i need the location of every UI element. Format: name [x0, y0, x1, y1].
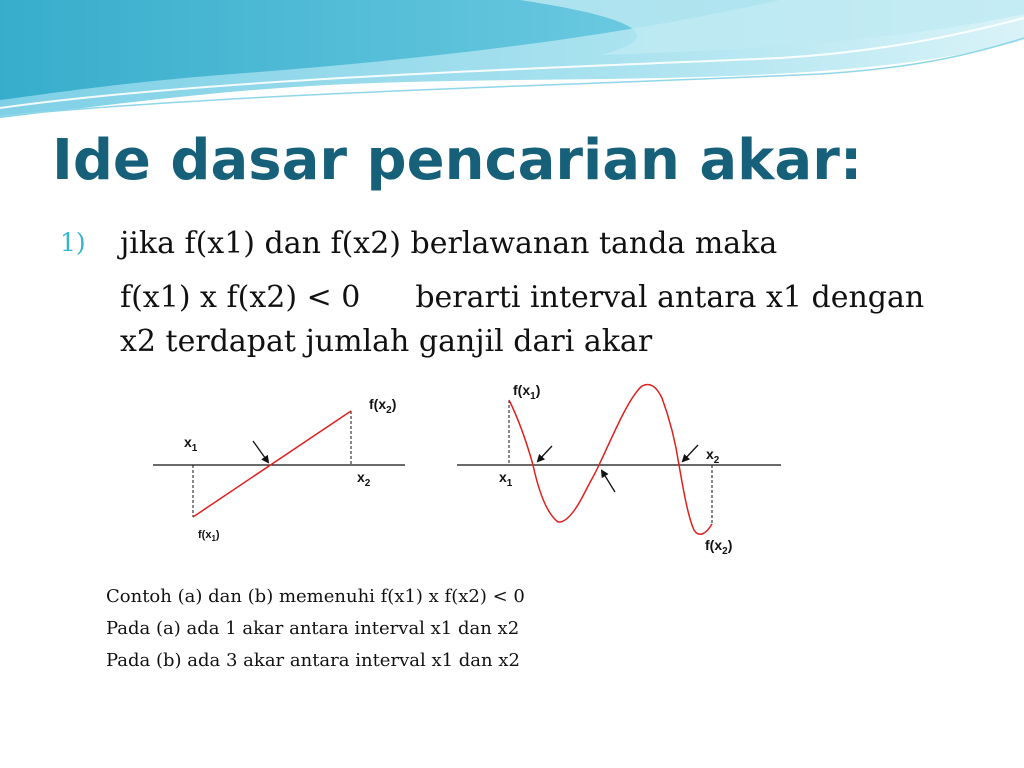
diagram-a-root-arrow	[253, 441, 268, 462]
diagram-a	[153, 396, 405, 543]
diagram-a-label-fx1: $f(x_1)$	[198, 529, 220, 543]
diagram-a-label-x1: $x_1$	[184, 434, 198, 454]
body-line-2-part-2: berarti interval antara x1 dengan	[415, 280, 925, 315]
note-2: Pada (a) ada 1 akar antara interval x1 dan x2	[106, 618, 520, 639]
note-1: Contoh (a) dan (b) memenuhi f(x1) x f(x2) < 0	[106, 586, 525, 607]
diagram-b-root-arrow-2	[602, 471, 615, 492]
diagram-b-label-x2: $x_2$	[706, 446, 720, 466]
body-line-2	[120, 280, 924, 315]
header-banner	[0, 0, 1024, 130]
diagram-a-label-x2: $x_2$	[357, 469, 371, 489]
diagram-b-label-fx2: $f(x_2)$	[705, 537, 733, 557]
diagram-b-root-arrow-3	[683, 445, 698, 461]
slide-title: Ide dasar pencarian akar:	[52, 128, 863, 193]
diagram-a-label-fx2: $f(x_2)$	[369, 396, 397, 416]
list-marker: 1)	[60, 228, 86, 257]
diagram-a-function-line	[193, 411, 351, 517]
diagram-b-root-arrow-1	[538, 446, 552, 461]
body-line-2-part-1: f(x1) x f(x2) < 0	[120, 280, 361, 315]
diagram-b	[457, 382, 781, 557]
body-line-3: x2 terdapat jumlah ganjil dari akar	[120, 324, 653, 359]
diagram-b-label-fx1: $f(x_1)$	[513, 382, 541, 402]
note-3: Pada (b) ada 3 akar antara interval x1 dan x2	[106, 650, 520, 671]
body-line-1: jika f(x1) dan f(x2) berlawanan tanda maka	[120, 226, 778, 261]
root-diagrams	[0, 370, 1024, 570]
diagram-b-label-x1: $x_1$	[499, 469, 513, 489]
